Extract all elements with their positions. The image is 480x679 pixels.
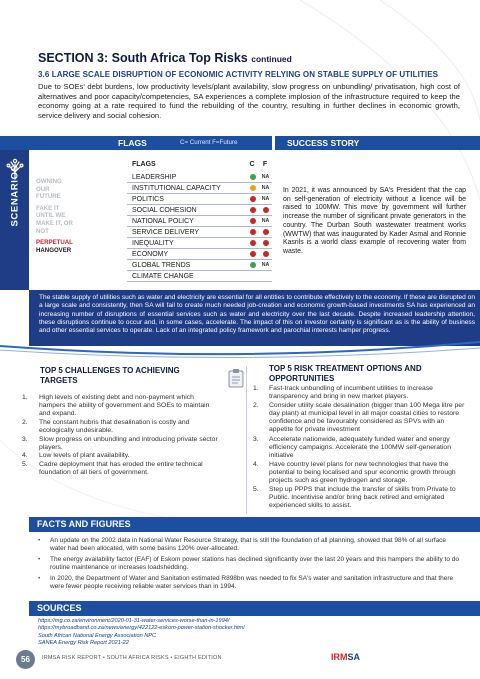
flag-row xyxy=(127,172,272,183)
scenario-line: OWNING xyxy=(36,178,62,185)
section-title xyxy=(38,51,292,65)
scenario-list xyxy=(36,178,96,258)
item-text: Have country level plans for new technologies that have the potential to being localised and spur economic growth through projects such as green hydrogen and storage. xyxy=(269,460,456,485)
treatment-item xyxy=(253,461,468,485)
fact-item xyxy=(38,575,463,591)
item-number: 2. xyxy=(22,418,28,426)
item-number: 5. xyxy=(253,486,259,494)
fact-text: The energy availability factor (EAF) of Eskom power stations has declined significantly over the last 20 years and this hampers the ability to do routine maintenance or increases loadshedding. xyxy=(50,555,459,571)
challenge-item xyxy=(22,419,222,435)
flags-table-rows xyxy=(127,172,272,282)
item-number: 1. xyxy=(253,385,259,392)
fact-item xyxy=(38,556,463,572)
flag-row xyxy=(127,249,272,260)
flag-row xyxy=(127,194,272,205)
challenge-item xyxy=(22,461,222,477)
red-status-dot xyxy=(263,240,269,246)
red-status-dot xyxy=(263,207,269,213)
amber-status-dot xyxy=(250,185,256,191)
flag-row xyxy=(127,271,272,282)
challenge-item xyxy=(22,394,222,418)
red-status-dot xyxy=(250,251,256,257)
challenges-list xyxy=(22,394,222,478)
flag-future-cell xyxy=(259,251,272,257)
flag-row xyxy=(127,216,272,227)
bullet-icon: • xyxy=(38,574,41,582)
scenario-line: FUTURE xyxy=(36,193,61,201)
flags-col-current: C xyxy=(249,161,255,168)
subsection-title: 3.6 LARGE SCALE DISRUPTION OF ECONOMIC ACTIVITY RELYING ON STABLE SUPPLY OF UTILITIES xyxy=(38,70,439,79)
flag-future-cell xyxy=(259,196,272,202)
sources-header-label: SOURCES xyxy=(37,603,82,613)
scenario-owning-our-future xyxy=(36,178,96,201)
flag-name: ECONOMY xyxy=(132,250,169,258)
facts-list xyxy=(38,537,463,593)
flags-col-name: FLAGS xyxy=(132,161,156,168)
flags-header-bar xyxy=(0,136,272,150)
flag-future-cell xyxy=(259,207,272,213)
scenario-fake-it xyxy=(36,205,96,235)
scenarios-label: SCENARIOS xyxy=(9,164,21,227)
item-text: Low levels of plant availability. xyxy=(39,452,130,460)
bullet-icon: • xyxy=(38,537,41,544)
red-status-dot xyxy=(250,240,256,246)
flag-name: CLIMATE CHANGE xyxy=(132,272,194,280)
section-continued-label: continued xyxy=(251,54,292,64)
item-text: Consider utility scale desalination (bigger than 100 Mega litre per day plant) at municipal level in all major coastal cities to restore confidence and be favourably considered as SPVs with an appetite for private investment xyxy=(269,402,465,434)
facts-header-bar xyxy=(29,517,480,532)
clipboard-icon xyxy=(228,368,244,388)
flag-current-cell xyxy=(246,229,259,235)
challenge-item xyxy=(22,452,222,460)
flag-future-cell xyxy=(259,240,272,246)
challenge-item xyxy=(22,436,222,452)
fact-text: In 2020, the Department of Water and Sanitation estimated R898bn was needed to fix SA's water and sanitation infrastructure and that there were fewer people receiving reliable water services than in 1994. xyxy=(50,574,454,590)
item-number: 5. xyxy=(22,461,28,469)
summary-box-text: The stable supply of utilities such as water and electricity are essential for all entities to contribute effectively to the economy. If these are disrupted on a large scale and consistently, then SA will fail to create much needed job-creation and economic growth-based investments SA has experienced an increasing number of disruptions of essential services such as water and electricity over the last decade. Despite increased leadership attention, these disruptions continue to occur and, in some cases, accelerate. The impact of this on investor certainty is significant as is the ability of business and other essential services to operate. Lack of an integrated policy framework and parochial interests hamper progress. xyxy=(39,294,475,335)
item-text: Slow progress on unbundling and introducing private sector players. xyxy=(39,435,218,451)
treatment-title: TOP 5 RISK TREATMENT OPTIONS AND OPPORTUNITIES xyxy=(269,364,422,383)
flags-header-label: FLAGS xyxy=(118,138,147,148)
flag-current-cell xyxy=(246,207,259,213)
flag-future-cell xyxy=(259,174,272,180)
flag-current-cell xyxy=(246,218,259,224)
scenario-perpetual-hangover xyxy=(36,239,96,254)
flag-row xyxy=(127,238,272,249)
intro-paragraph: Due to SOEs' debt burdens, low productivity levels/plant availability, slow progress on unbundling/ privatisation, high cost of alternatives and poor capacity/competencies, SA experiences a complete implosion of the infrastructure required to keep the economy going at a rate required to fund the rebuilding of the country, resulting in further declines in economic growth, service delivery and social cohesion. xyxy=(38,82,460,120)
flag-name: INEQUALITY xyxy=(132,239,174,247)
logo-part: IRM xyxy=(331,652,348,662)
red-status-dot xyxy=(250,229,256,235)
flags-table xyxy=(127,161,272,282)
flag-current-cell xyxy=(246,185,259,191)
flag-name: INSTITUTIONAL CAPACITY xyxy=(132,184,221,192)
fact-item xyxy=(38,537,463,553)
flag-row xyxy=(127,205,272,216)
flag-current-cell xyxy=(246,251,259,257)
flag-name: NATIONAL POLICY xyxy=(132,217,194,225)
na-label: NA xyxy=(261,196,270,202)
flag-name: LEADERSHIP xyxy=(132,173,177,181)
tree-icon xyxy=(5,158,25,180)
item-text: Fast-track unbundling of incumbent utilities to increase transparency and bring in new market players. xyxy=(269,385,433,401)
red-status-dot xyxy=(263,251,269,257)
na-label: NA xyxy=(261,262,270,268)
green-status-dot xyxy=(250,174,256,180)
section-title-text: SECTION 3: South Africa Top Risks xyxy=(38,51,248,65)
treatment-item xyxy=(253,436,468,460)
item-text: Cadre deployment that has eroded the entire technical foundation of all tiers of government. xyxy=(39,461,203,477)
fact-text: An update on the 2002 data in National Water Resource Strategy, that is still the foundation of all planning, showed that 98% of all surface water had been allocated, with some basins 120% over-allocated. xyxy=(50,537,447,552)
decorative-swoosh xyxy=(0,330,480,360)
flag-future-cell xyxy=(259,262,272,268)
item-text: High levels of existing debt and non-payment which hampers the ability of government and SOEs to maintain and expand. xyxy=(39,394,210,418)
scenario-line: HANGOVER xyxy=(36,246,72,254)
flag-current-cell xyxy=(246,262,259,268)
flag-row xyxy=(127,183,272,194)
green-status-dot xyxy=(250,262,256,268)
source-reference: South African National Energy Association NPC xyxy=(38,632,157,639)
scenario-line: UNTIL WE xyxy=(36,212,66,220)
treatment-item xyxy=(253,486,468,510)
flag-name: POLITICS xyxy=(132,195,164,203)
flag-future-cell xyxy=(259,229,272,235)
item-number: 4. xyxy=(253,460,259,468)
column-divider xyxy=(246,366,247,514)
page-number: 56 xyxy=(16,650,35,669)
flag-name: SOCIAL COHESION xyxy=(132,206,197,214)
bullet-icon: • xyxy=(38,555,41,563)
flag-future-cell xyxy=(259,185,272,191)
treatment-item xyxy=(253,402,468,434)
flag-row xyxy=(127,227,272,238)
treatment-list xyxy=(253,385,468,511)
red-status-dot xyxy=(250,207,256,213)
scenario-line: NOT xyxy=(36,227,49,235)
flags-table-header xyxy=(127,161,272,172)
sources-header-bar xyxy=(29,601,480,616)
sources-list xyxy=(38,618,244,647)
red-status-dot xyxy=(250,196,256,202)
success-story-header-bar xyxy=(275,136,480,150)
facts-header-label: FACTS AND FIGURES xyxy=(37,519,131,529)
item-text: The constant hubris that desalination is costly and ecologically undesirable. xyxy=(39,418,190,434)
item-number: 1. xyxy=(22,394,28,401)
flags-col-future: F xyxy=(262,161,268,168)
item-text: Accelerate nationwide, adequately funded water and energy efficiency campaigns. Accelerate the 100MW self-generation initiative xyxy=(269,435,451,459)
flag-future-cell xyxy=(259,218,272,224)
na-label: NA xyxy=(261,185,270,191)
source-link[interactable]: https://mybroadband.co.za/news/energy/422122-eskom-power-station-shocker.html xyxy=(38,625,245,632)
flags-legend: C= Current F=Future xyxy=(180,139,238,146)
scenario-line: OUR xyxy=(36,185,50,193)
scenario-line: MAKE IT, OR xyxy=(36,219,73,227)
irmsa-logo xyxy=(331,652,360,662)
item-number: 3. xyxy=(253,435,259,443)
na-label: NA xyxy=(261,218,270,224)
flag-current-cell xyxy=(246,174,259,180)
flag-name: SERVICE DELIVERY xyxy=(132,228,200,236)
item-text: Step up PPPS that include the transfer of skills from Private to Public. Incentivise and/or bring back retired and emigrated experienced skills to assist. xyxy=(269,486,456,510)
challenges-title: TOP 5 CHALLENGES TO ACHIEVING TARGETS xyxy=(40,366,180,385)
source-link[interactable]: https://mg.co.za/environment/2020-01-31-water-services-worse-than-in-1994/ xyxy=(38,618,230,624)
na-label: NA xyxy=(261,174,270,180)
success-story-header-label: SUCCESS STORY xyxy=(287,138,360,148)
success-story-text: In 2021, it was announced by SA's President that the cap on self-generation of electricity without a licence will be raised to 100MW. This move by government will further increase the number of significant private generators in the country. The Durban South wastewater treatment works (WWTW) that was inaugurated by Kader Asmal and Ronnie Kasrils is a world class example of recovering water from waste. xyxy=(283,187,466,255)
flag-current-cell xyxy=(246,240,259,246)
treatment-item xyxy=(253,385,468,401)
flag-current-cell xyxy=(246,196,259,202)
red-status-dot xyxy=(263,229,269,235)
footer-text: IRMSA RISK REPORT • SOUTH AFRICA RISKS • EIGHTH EDITION xyxy=(42,655,222,661)
scenario-line: FAKE IT xyxy=(36,204,60,212)
flag-name: GLOBAL TRENDS xyxy=(132,261,191,269)
logo-part: SA xyxy=(347,652,361,662)
item-number: 2. xyxy=(253,402,259,410)
item-number: 3. xyxy=(22,435,28,443)
scenario-line: PERPETUAL xyxy=(36,239,73,247)
flag-row xyxy=(127,260,272,271)
item-number: 4. xyxy=(22,452,28,460)
source-reference: SANEA Energy Risk Report 2021-22 xyxy=(38,639,129,646)
red-status-dot xyxy=(250,218,256,224)
